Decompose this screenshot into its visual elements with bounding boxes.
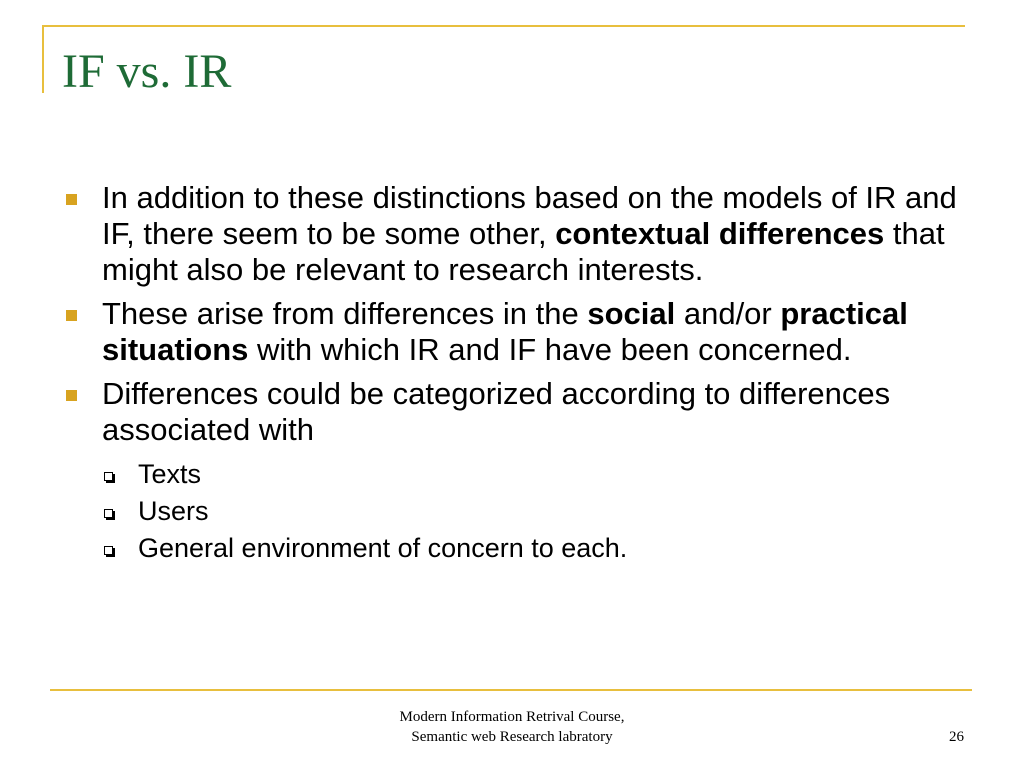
square-bullet-icon (66, 390, 77, 401)
bullet-list (62, 180, 987, 575)
page-number: 26 (949, 729, 964, 745)
slide-title: IF vs. IR (62, 45, 232, 98)
sub-bullet-item (102, 456, 987, 493)
hollow-square-bullet-icon (104, 472, 113, 481)
footer-text (0, 707, 1024, 747)
left-border-line (42, 25, 44, 93)
footer-lab: Semantic web Research labratory (411, 729, 613, 745)
sub-bullet-item (102, 493, 987, 530)
sub-bullet-text: General environment of concern to each. (138, 533, 628, 563)
bullet-bold-text: practical situations (102, 296, 908, 367)
footer-divider (50, 689, 972, 691)
bullet-item (62, 296, 987, 368)
square-bullet-icon (66, 310, 77, 321)
hollow-square-bullet-icon (104, 509, 113, 518)
bullet-text: with which IR and IF have been concerned. (248, 332, 852, 367)
bullet-bold-text: contextual differences (555, 216, 885, 251)
footer-course: Modern Information Retrival Course, (399, 709, 625, 725)
bullet-item (62, 376, 987, 567)
sub-bullet-list (102, 456, 987, 567)
square-bullet-icon (66, 194, 77, 205)
bullet-text: that might also be relevant to research interests. (102, 216, 945, 287)
sub-bullet-text: Users (138, 496, 209, 526)
top-border-line (42, 25, 965, 27)
hollow-square-bullet-icon (104, 546, 113, 555)
bullet-text: and/or (675, 296, 781, 331)
bullet-text: These arise from differences in the (102, 296, 588, 331)
bullet-text: Differences could be categorized according to differences associated with (102, 376, 891, 447)
sub-bullet-item (102, 530, 987, 567)
bullet-bold-text: social (587, 296, 676, 331)
bullet-item (62, 180, 987, 288)
bullet-text: In addition to these distinctions based on the models of IR and IF, there seem to be some other, (102, 180, 957, 251)
sub-bullet-text: Texts (138, 459, 202, 489)
